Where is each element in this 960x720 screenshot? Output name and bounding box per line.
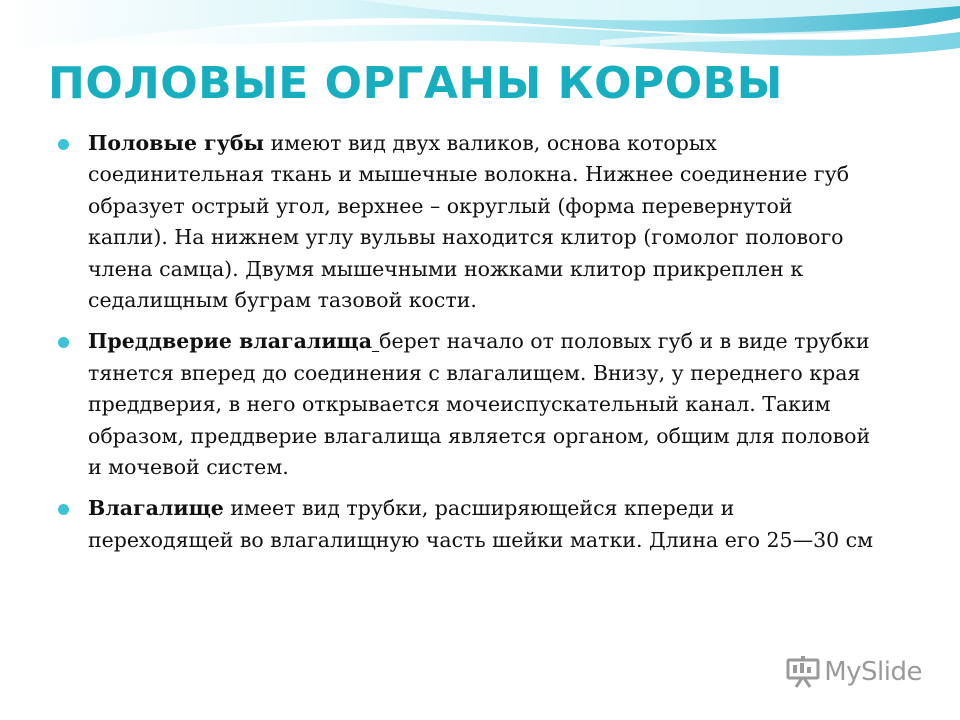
bullet-item <box>58 326 878 483</box>
presentation-board-icon <box>786 656 820 688</box>
bullet-dot-icon <box>58 504 69 515</box>
bullet-text: имеют вид двух валиков, основа которых соединительная ткань и мышечные волокна. Нижнее соединение губ образует острый угол, верхнее – округлый (форма перевернутой капли). На нижнем углу вульвы находится клитор (гомолог полового члена самца). Двумя мышечными ножками клитор прикреплен к седалищным буграм тазовой кости. <box>88 131 850 313</box>
bullet-term: Преддверие влагалища <box>88 329 373 354</box>
bullet-text: берет начало от половых губ и в виде трубки тянется вперед до соединения с влагалищем. Внизу, у переднего края преддверия, в него открывается мочеиспускательный канал. Таким образом, преддверие влагалища является органом, общим для половой и мочевой систем. <box>88 329 871 480</box>
myslide-watermark <box>786 656 922 688</box>
bullet-dot-icon <box>58 139 69 150</box>
bullet-list <box>58 128 878 566</box>
bullet-item <box>58 128 878 316</box>
watermark-text: MySlide <box>824 657 922 687</box>
bullet-term: Половые губы <box>88 131 265 155</box>
bullet-item <box>58 493 878 556</box>
bullet-term: Влагалище <box>88 496 224 521</box>
slide-title: ПОЛОВЫЕ ОРГАНЫ КОРОВЫ <box>48 58 783 109</box>
bullet-text: имеет вид трубки, расширяющейся кпереди и переходящей во влагалищную часть шейки матки. Длина его 25—30 см <box>88 496 874 552</box>
bullet-dot-icon <box>58 337 69 348</box>
